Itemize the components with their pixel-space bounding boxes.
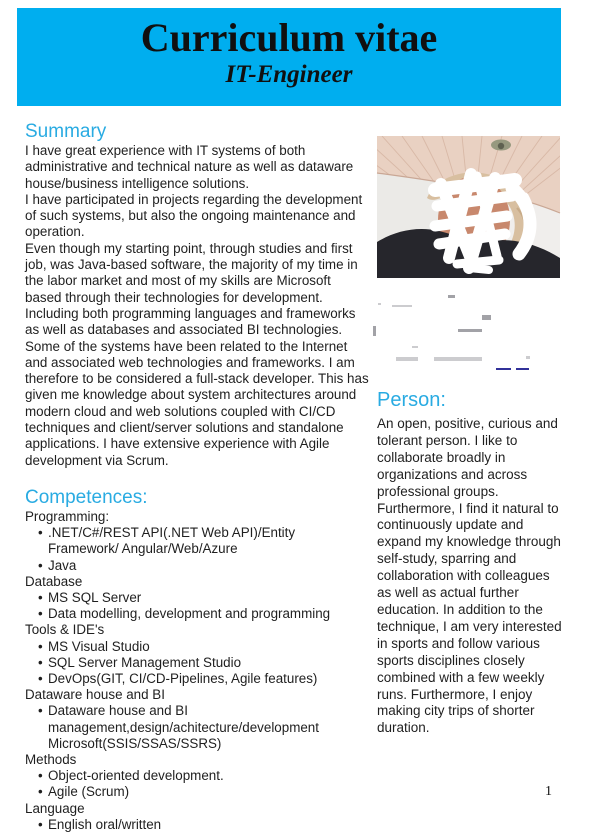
list-item-text: MS Visual Studio: [48, 638, 150, 654]
redacted-mark: [526, 356, 530, 359]
bullet-icon: •: [38, 557, 43, 573]
page-subtitle: IT-Engineer: [225, 61, 353, 88]
list-item: [25, 606, 369, 622]
list-item: [25, 639, 369, 655]
right-column: [377, 136, 562, 737]
list-item: [25, 655, 369, 671]
list-item: [25, 525, 369, 557]
summary-paragraph: Even though my starting point, through studies and first job, was Java-based software, the majority of my time in the labor market and most of my skills are Microsoft based through their technologies for development. Including both programming languages and frameworks as well as databases and associated BI technologies. Some of the systems have been related to the Internet and associated web technologies and frameworks. I am therefore to be considered a full-stack developer. This has given me knowledge about system architectures around modern cloud and web solutions coupled with CI/CD techniques and client/server solutions and standalone applications. I have extensive experience with Agile development via Scrum.: [25, 240, 369, 468]
list-item: [25, 703, 369, 752]
redacted-mark: [482, 315, 491, 320]
competence-group-label: Dataware house and BI: [25, 687, 165, 703]
list-item-text: Java: [48, 557, 77, 573]
list-item: [25, 590, 369, 606]
competence-group-label: Methods: [25, 751, 77, 767]
left-column: [25, 120, 369, 833]
bullet-icon: •: [38, 638, 43, 654]
redacted-contact-info: [370, 278, 562, 386]
list-item-text: MS SQL Server: [48, 589, 142, 605]
summary-paragraph: I have participated in projects regarding the development of such systems, but also the ongoing maintenance and operation.: [25, 191, 363, 240]
bullet-icon: •: [38, 670, 43, 686]
redacted-mark: [516, 368, 529, 370]
competences-list: [25, 509, 369, 833]
list-item-text: DevOps(GIT, CI/CD-Pipelines, Agile features): [48, 670, 318, 686]
bullet-icon: •: [38, 703, 43, 719]
bullet-icon: •: [38, 589, 43, 605]
redacted-mark: [496, 368, 511, 370]
list-item-text: Agile (Scrum): [48, 784, 130, 800]
bullet-icon: •: [38, 768, 43, 784]
redacted-mark: [412, 346, 418, 348]
redacted-mark: [378, 303, 381, 305]
bullet-icon: •: [38, 606, 43, 622]
list-item: [25, 768, 369, 784]
profile-photo: [377, 136, 560, 278]
competence-group-label: Programming:: [25, 508, 110, 524]
header-banner: [17, 8, 561, 106]
list-item-text: SQL Server Management Studio: [48, 654, 242, 670]
person-heading: Person:: [377, 389, 446, 411]
bullet-icon: •: [38, 654, 43, 670]
list-item-text: English oral/written: [48, 816, 162, 832]
competence-group-label: Language: [25, 800, 85, 816]
competences-heading: Competences:: [25, 486, 148, 508]
page-title: Curriculum vitae: [140, 15, 438, 60]
summary-paragraph: I have great experience with IT systems of both administrative and technical nature as well as dataware house/business intelligence solutions.: [25, 143, 354, 191]
redacted-mark: [392, 305, 412, 307]
list-item: [25, 784, 369, 800]
bullet-icon: •: [38, 784, 43, 800]
bullet-icon: •: [38, 816, 43, 832]
bullet-icon: •: [38, 525, 43, 541]
competence-group-label: Database: [25, 573, 83, 589]
list-item-text: .NET/C#/REST API(.NET Web API)/Entity Framework/ Angular/Web/Azure: [48, 525, 296, 557]
redacted-mark: [448, 295, 455, 298]
list-item: [25, 817, 369, 833]
redacted-mark: [434, 357, 482, 361]
photo-light-fixture: [491, 140, 511, 151]
summary-heading: Summary: [25, 121, 107, 142]
list-item: [25, 558, 369, 574]
page-number: 1: [545, 784, 552, 799]
list-item-text: Object-oriented development.: [48, 768, 224, 784]
competence-group-label: Tools & IDE's: [25, 622, 105, 638]
redacted-mark: [396, 357, 418, 361]
person-text: An open, positive, curious and tolerant person. I like to collaborate broadly in organizations and across professional groups. Furthermore, I find it natural to continuously update and expand my knowledge through self-study, sparring and collaboration with colleagues as well as actual further education. In addition to the technique, I am very interested in sports and follow various sports disciplines closely combined with a few weekly runs. Furthermore, I enjoy making city trips of shorter duration.: [377, 416, 562, 736]
summary-text: [25, 143, 369, 469]
redacted-mark: [458, 329, 482, 332]
list-item: [25, 671, 369, 687]
list-item-text: Data modelling, development and programming: [48, 606, 331, 622]
list-item-text: Dataware house and BI management,design/achitecture/development Microsoft(SSIS/SSAS/SSRS): [48, 703, 319, 751]
redacted-mark: [373, 326, 376, 336]
